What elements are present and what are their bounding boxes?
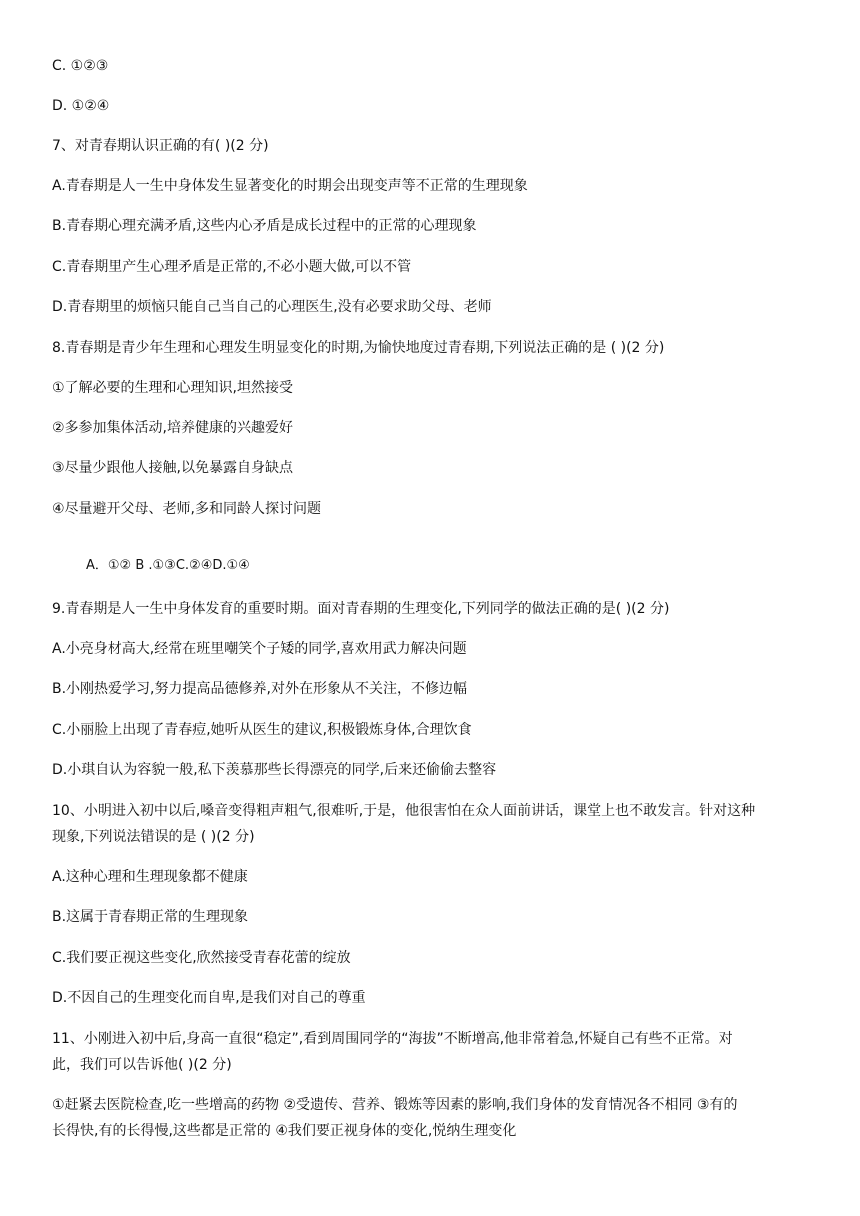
option-d-q7: D.青春期里的烦恼只能自己当自己的心理医生,没有必要求助父母、老师: [52, 299, 492, 315]
option-c-q9: C.小丽脸上出现了青春痘,她听从医生的建议,积极锻炼身体,合理饮食: [52, 722, 472, 738]
question-11-line-1: 11、小刚进入初中后,身高一直很“稳定”,看到周围同学的“海拔”不断增高,他非常着急,怀疑自己有些不正常。对: [52, 1031, 733, 1047]
statement-3-q8: ③尽量少跟他人接触,以免暴露自身缺点: [52, 460, 293, 476]
choices-q8: A．①② B .①③C.②④D.①④: [86, 558, 250, 573]
option-c-q7: C.青春期里产生心理矛盾是正常的,不必小题大做,可以不管: [52, 259, 412, 275]
statements-q11-line-2: 长得快,有的长得慢,这些都是正常的 ④我们要正视身体的变化,悦纳生理变化: [52, 1123, 517, 1139]
statement-1-q8: ①了解必要的生理和心理知识,坦然接受: [52, 380, 293, 396]
option-b-q10: B.这属于青春期正常的生理现象: [52, 909, 249, 925]
question-9: 9.青春期是人一生中身体发育的重要时期。面对青春期的生理变化,下列同学的做法正确的是( )(2 分): [52, 601, 670, 617]
option-a-q10: A.这种心理和生理现象都不健康: [52, 869, 248, 885]
question-7: 7、对青春期认识正确的有( )(2 分): [52, 138, 269, 154]
statement-4-q8: ④尽量避开父母、老师,多和同龄人探讨问题: [52, 501, 321, 517]
question-10-line-1: 10、小明进入初中以后,嗓音变得粗声粗气,很难听,于是，他很害怕在众人面前讲话，课堂上也不敢发言。针对这种: [52, 803, 756, 819]
option-c-q10: C.我们要正视这些变化,欣然接受青春花蕾的绽放: [52, 950, 351, 966]
question-10-line-2: 现象,下列说法错误的是 ( )(2 分): [52, 829, 255, 845]
statement-2-q8: ②多参加集体活动,培养健康的兴趣爱好: [52, 420, 293, 436]
option-a-q9: A.小亮身材高大,经常在班里嘲笑个子矮的同学,喜欢用武力解决问题: [52, 641, 467, 657]
option-c-q6: C. ①②③: [52, 58, 109, 74]
option-d-q9: D.小琪自认为容貌一般,私下羡慕那些长得漂亮的同学,后来还偷偷去整容: [52, 762, 497, 778]
option-b-q9: B.小刚热爱学习,努力提高品德修养,对外在形象从不关注，不修边幅: [52, 681, 467, 697]
question-8: 8.青春期是青少年生理和心理发生明显变化的时期,为愉快地度过青春期,下列说法正确的是 ( )(2 分): [52, 340, 665, 356]
option-d-q10: D.不因自己的生理变化而自卑,是我们对自己的尊重: [52, 990, 366, 1006]
option-a-q7: A.青春期是人一生中身体发生显著变化的时期会出现变声等不正常的生理现象: [52, 178, 528, 194]
option-b-q7: B.青春期心理充满矛盾,这些内心矛盾是成长过程中的正常的心理现象: [52, 218, 477, 234]
question-11-line-2: 此，我们可以告诉他( )(2 分): [52, 1057, 232, 1073]
statements-q11-line-1: ①赶紧去医院检查,吃一些增高的药物 ②受遗传、营养、锻炼等因素的影响,我们身体的发育情况各不相同 ③有的: [52, 1097, 738, 1113]
option-d-q6: D. ①②④: [52, 98, 110, 114]
